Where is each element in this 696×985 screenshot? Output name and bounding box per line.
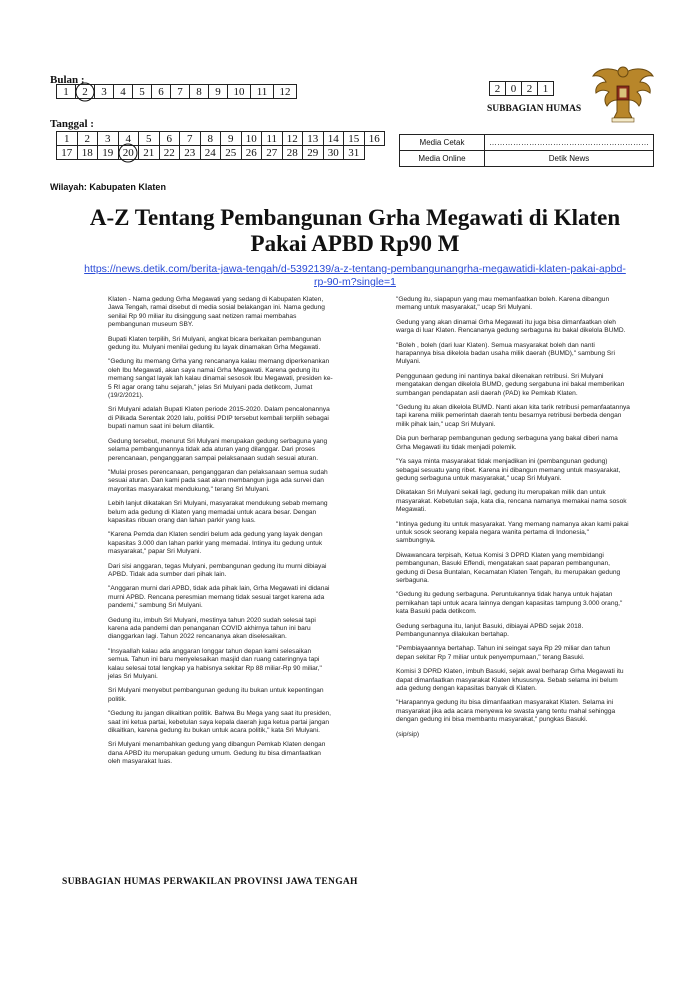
year-grid	[489, 81, 554, 96]
grid-cell	[323, 146, 344, 160]
article-paragraph: Lebih lanjut dikatakan Sri Mulyani, masyarakat mendukung sebab memang belum ada gedung di Klaten yang memadai untuk acara besar. Dengan kapasitas ribuan orang dan lahan parkir yang luas.	[108, 500, 328, 524]
grid-cell	[77, 146, 98, 160]
grid-cell	[344, 146, 365, 160]
article-paragraph: "Mulai proses perencanaan, penganggaran dan pelaksanaan semua sudah sesuai aturan. Dan kami pada saat akan membangun juga ada survei dan mayoritas masyarakat mendukung," terang Sri Mulyani.	[108, 468, 328, 493]
grid-cell	[57, 146, 78, 160]
grid-cell-value: 10	[233, 85, 245, 98]
grid-cell	[303, 132, 324, 146]
article-paragraph: Sri Mulyani menambahkan gedung yang dibangun Pemkab Klaten dengan dana APBD itu merupakan gedung umum. Gedung itu bisa dimanfaatkan oleh masyarakat luas.	[108, 741, 326, 766]
article-paragraph: Dia pun berharap pembangunan gedung serbaguna yang bakal diberi nama Grha Megawati itu tidak menjadi polemik.	[396, 435, 618, 451]
grid-cell	[152, 85, 171, 99]
footer-label: SUBBAGIAN HUMAS PERWAKILAN PROVINSI JAWA TENGAH	[62, 877, 358, 887]
grid-cell	[200, 146, 221, 160]
grid-cell-value: 23	[184, 146, 196, 159]
grid-cell	[538, 82, 554, 96]
grid-cell-value: 9	[228, 132, 234, 145]
grid-cell	[221, 146, 242, 160]
grid-cell	[262, 146, 283, 160]
article-paragraph: Bupati Klaten terpilih, Sri Mulyani, angkat bicara berkaitan pembangunan gedung itu. Mulyani menilai gedung itu layak dinamakan Grha Megawati.	[108, 335, 321, 352]
media-online-value: Detik News	[485, 151, 654, 167]
grid-cell-value: 12	[279, 85, 291, 98]
article-paragraph: Sri Mulyani menyebut pembangunan gedung itu bukan untuk kepentingan politik.	[108, 687, 324, 703]
day-grid	[56, 131, 385, 160]
grid-cell	[98, 132, 119, 146]
article-paragraph: "Insyaallah kalau ada anggaran longgar tahun depan kami selesaikan semua. Tahun ini baru menyelesaikan masjid dan ruang cateringnya tapi kalau selesai total lengkap ya habisnya sekitar Rp 88 miliar-Rp 90 miliar," jelas Sri Mulyani.	[108, 647, 322, 681]
grid-cell-value: 11	[256, 85, 268, 98]
grid-cell	[274, 85, 297, 99]
grid-cell	[303, 146, 324, 160]
grid-cell	[159, 132, 180, 146]
grid-cell	[77, 132, 98, 146]
article-paragraph: "Karena Pemda dan Klaten sendiri belum ada gedung yang layak dengan kapasitas 3.000 dan lahan parkir yang memadai. Intinya itu gedung untuk masyarakat," papar Sri Mulyani.	[108, 531, 323, 556]
grid-cell	[159, 146, 180, 160]
article-paragraph: "Ya saya minta masyarakat tidak menjadikan ini (pembangunan gedung) sebagai sesuatu yang ribet. Karena ini dibangun memang untuk masyarakat, gedung serbaguna untuk masyarakat," ucap Sri Mulyani.	[396, 458, 621, 482]
grid-cell	[133, 85, 152, 99]
media-online-label: Media Online	[400, 151, 485, 167]
article-paragraph: Penggunaan gedung ini nantinya bakal dikenakan retribusi. Sri Mulyani mengatakan dengan dikelola BUMD, gedung sergabuna ini bakal memberikan sumbangan pendapatan asli daerah (PAD) ke Pemkab Klaten.	[396, 372, 625, 397]
bulan-label: Bulan :	[50, 74, 85, 86]
grid-cell	[506, 82, 522, 96]
article-paragraph: "Harapannya gedung itu bisa dimanfaatkan masyarakat Klaten. Selama ini masyarakat jika ada acara menyewa ke swasta yang tentu mahal sehingga dengan gedung ini bisa membantu masyarakat," pungkas Basuki.	[396, 699, 616, 724]
article-paragraph: Sri Mulyani adalah Bupati Klaten periode 2015-2020. Dalam pencalonannya di Pilkada Serentak 2020 lalu, politisi PDIP tersebut kembali terpilih sebagai bupati namun saat ini belum dilantik.	[108, 406, 330, 431]
grid-cell	[262, 132, 283, 146]
grid-cell-value: 1	[64, 132, 70, 145]
grid-cell-value: 2	[84, 132, 90, 145]
grid-cell-value: 4	[125, 132, 131, 145]
grid-cell-value: 6	[166, 132, 172, 145]
grid-cell	[95, 85, 114, 99]
article-paragraph: "Gedung itu jangan dikaitkan politik. Bahwa Bu Mega yang saat itu presiden, saat ini ketua partai, kebetulan saya kepala daerah juga ketua partai jangan dikaitkan, karena gedung itu bukan untuk acara politik," kata Sri Mulyani.	[108, 710, 332, 735]
grid-cell-value: 2	[82, 85, 88, 98]
article-paragraph: Klaten - Nama gedung Grha Megawati yang sedang di Kabupaten Klaten, Jawa Tengah, ramai disebut di media sosial belakangan ini. Nama gedung senilai Rp 90 miliar itu disinggung saat netizen ramai membahas pembangunan museum SBY.	[108, 296, 325, 329]
grid-cell-value: 6	[158, 85, 164, 98]
article-url-line1[interactable]: https://news.detik.com/berita-jawa-tengah/d-5392139/a-z-tentang-pembangunangrha-megawatidi-klaten-pakai-apbd-	[84, 263, 626, 275]
article-paragraph: (sip/sip)	[396, 730, 420, 738]
article-title	[40, 205, 670, 257]
grid-cell-value: 10	[245, 132, 257, 145]
grid-cell	[221, 132, 242, 146]
grid-cell-value: 0	[510, 82, 517, 95]
subbagian-label: SUBBAGIAN HUMAS	[487, 104, 582, 114]
grid-cell-value: 3	[101, 85, 107, 98]
grid-cell	[364, 132, 385, 146]
grid-cell-value: 1	[542, 82, 549, 95]
grid-cell-value: 4	[120, 85, 126, 98]
grid-cell-value: 2	[494, 82, 501, 95]
article-paragraph: Gedung yang akan dinamai Grha Megawati itu juga bisa dimanfaatkan oleh warga di luar Klaten. Rencananya gedung serbaguna itu bakal dikelola BUMD.	[396, 318, 626, 335]
grid-cell-value: 5	[139, 85, 145, 98]
grid-cell	[180, 132, 201, 146]
article-paragraph: "Anggaran murni dari APBD, tidak ada pihak lain, Grha Megawati ini didanai murni APBD. Rencana peresmian memang tidak sesuai target karena ada pandemi," sambung Sri Mulyani.	[108, 585, 330, 610]
grid-cell	[190, 85, 209, 99]
grid-cell-value: 18	[81, 146, 93, 159]
garuda-emblem-icon	[590, 62, 656, 128]
grid-cell	[171, 85, 190, 99]
grid-cell	[282, 132, 303, 146]
grid-cell-value: 21	[143, 146, 155, 159]
grid-cell-value: 30	[327, 146, 339, 159]
article-url-line2[interactable]: rp-90-m?single=1	[313, 276, 396, 288]
article-paragraph: Gedung serbaguna itu, lanjut Basuki, dibiayai APBD sejak 2018. Pembangunannya dilakukan bertahap.	[396, 622, 584, 638]
grid-cell	[228, 85, 251, 99]
media-cetak-label: Media Cetak	[400, 135, 485, 151]
grid-cell-value: 27	[266, 146, 278, 159]
grid-cell-value: 26	[245, 146, 257, 159]
grid-cell-value: 16	[368, 132, 380, 145]
media-table	[399, 134, 654, 167]
grid-cell-value: 11	[266, 132, 278, 145]
article-paragraph: "Boleh , boleh (dari luar Klaten). Semua masyarakat boleh dan nanti harapannya bisa dikelola badan usaha milik daerah (BUMD)," sambung Sri Mulyani.	[396, 341, 615, 366]
grid-cell	[180, 146, 201, 160]
grid-cell-value: 12	[286, 132, 298, 145]
grid-cell-value: 24	[204, 146, 216, 159]
article-title-line1: A-Z Tentang Pembangunan Grha Megawati di Klaten	[89, 205, 621, 230]
wilayah-label: Wilayah: Kabupaten Klaten	[50, 182, 166, 192]
article-paragraph: Gedung tersebut, menurut Sri Mulyani merupakan gedung serbaguna yang selama pembangunannya tidak ada aturan yang dilanggar. Dari proses perencanaan, penganggaran sampai pelaksanaan sudah sesuai aturan.	[108, 437, 328, 462]
grid-cell-value: 14	[327, 132, 339, 145]
selection-circle	[119, 143, 138, 162]
article-right-column	[396, 296, 630, 745]
grid-cell-value: 5	[146, 132, 152, 145]
selection-circle	[76, 82, 95, 101]
article-paragraph: "Gedung itu, siapapun yang mau memanfaatkan boleh. Karena dibangun memang untuk masyarakat," ucap Sri Mulyani.	[396, 296, 610, 312]
grid-cell-value: 8	[207, 132, 213, 145]
article-paragraph: Dari sisi anggaran, tegas Mulyani, pembangunan gedung itu murni dibiayai APBD. Tidak ada sumber dari pihak lain.	[108, 562, 327, 578]
grid-cell-value: 17	[61, 146, 73, 159]
grid-cell	[344, 132, 365, 146]
grid-cell-value: 7	[177, 85, 183, 98]
article-left-column	[108, 296, 333, 773]
grid-cell-value: 22	[163, 146, 175, 159]
grid-cell	[241, 146, 262, 160]
grid-cell	[323, 132, 344, 146]
article-paragraph: "Pembiayaannya bertahap. Tahun ini seingat saya Rp 29 miliar dan tahun depan sekitar Rp 7 miliar untuk penyempurnaan," terang Basuki.	[396, 645, 611, 661]
grid-cell	[490, 82, 506, 96]
article-title-line2: Pakai APBD Rp90 M	[250, 231, 460, 256]
grid-cell	[118, 146, 139, 160]
grid-cell	[200, 132, 221, 146]
grid-cell-value: 15	[348, 132, 360, 145]
grid-cell-value: 20	[122, 146, 134, 159]
grid-cell	[57, 132, 78, 146]
grid-cell-value: 31	[348, 146, 360, 159]
article-paragraph: Gedung itu, imbuh Sri Mulyani, mestinya tahun 2020 sudah selesai tapi karena ada pandemi dan penanganan COVID akhirnya tahun ini baru dianggarkan lagi. Tahun 2022 rencananya akan diselesaikan.	[108, 616, 316, 641]
grid-cell	[241, 132, 262, 146]
article-paragraph: "Gedung itu akan dikelola BUMD. Nanti akan kita tarik retribusi pemanfaatannya tapi karena milik pemerintah daerah tentu besarnya retribusi berbeda dengan milik pihak lain," ucap Sri Mulyani.	[396, 404, 630, 428]
media-cetak-value: ……………………………………………………	[485, 135, 654, 151]
grid-cell-value: 2	[526, 82, 533, 95]
grid-cell-value: 3	[105, 132, 111, 145]
article-paragraph: Komisi 3 DPRD Klaten, imbuh Basuki, sejak awal berharap Grha Megawati itu dapat dimanfaatkan masyarakat Klaten khususnya. Sebab selama ini belum ada gedung dengan kapasitas banyak di Klaten.	[396, 668, 624, 693]
article-paragraph: Dikatakan Sri Mulyani sekali lagi, gedung itu merupakan milik dan untuk masyarakat. Kebetulan saja, kata dia, rencana namanya memakai nama sosok Megawati.	[396, 489, 627, 514]
grid-cell-value: 7	[187, 132, 193, 145]
grid-cell-value: 28	[286, 146, 298, 159]
grid-cell-value: 8	[196, 85, 202, 98]
grid-cell	[209, 85, 228, 99]
grid-cell	[139, 132, 160, 146]
article-paragraph: "Gedung itu gedung serbaguna. Peruntukannya tidak hanya untuk hajatan pernikahan tapi untuk acara lainnya dengan kapasitas tampung 3.000 orang," kata Basuki pada detikcom.	[396, 591, 623, 616]
grid-cell-value: 19	[102, 146, 114, 159]
grid-cell	[522, 82, 538, 96]
grid-cell	[139, 146, 160, 160]
grid-cell	[282, 146, 303, 160]
grid-cell	[251, 85, 274, 99]
grid-cell	[114, 85, 133, 99]
grid-cell	[57, 85, 76, 99]
article-paragraph: "Gedung itu memang Grha yang rencananya kalau memang diperkenankan oleh Ibu Megawati, akan saya namai Grha Megawati. Karena gedung itu memang sangat layak lah kalau dinamai sesosok Ibu Megawati, presiden ke-5 RI agar orang tahu sejarah," jelas Sri Mulyani pada detikcom, Jumat (19/2/2021).	[108, 358, 333, 400]
grid-cell	[98, 146, 119, 160]
grid-cell	[76, 85, 95, 99]
article-paragraph: "Intinya gedung itu untuk masyarakat. Yang memang namanya akan kami pakai untuk sosok seorang kepala negara wanita pertama di Indonesia," sambungnya.	[396, 520, 629, 545]
tanggal-label: Tanggal :	[50, 118, 94, 130]
grid-cell-value: 13	[307, 132, 319, 145]
grid-cell-value: 29	[307, 146, 319, 159]
grid-cell-value: 9	[215, 85, 221, 98]
article-paragraph: Diwawancara terpisah, Ketua Komisi 3 DPRD Klaten yang membidangi pembangunan, Basuki Effendi, mengatakan saat paparan pembangunan, gedung di Desa Buntalan, Kecamatan Klaten Tengah, itu merupakan gedung serbaguna.	[396, 551, 621, 584]
grid-cell-value: 25	[225, 146, 237, 159]
grid-cell-value: 1	[63, 85, 69, 98]
article-url[interactable]	[40, 263, 670, 289]
month-grid	[56, 84, 297, 99]
